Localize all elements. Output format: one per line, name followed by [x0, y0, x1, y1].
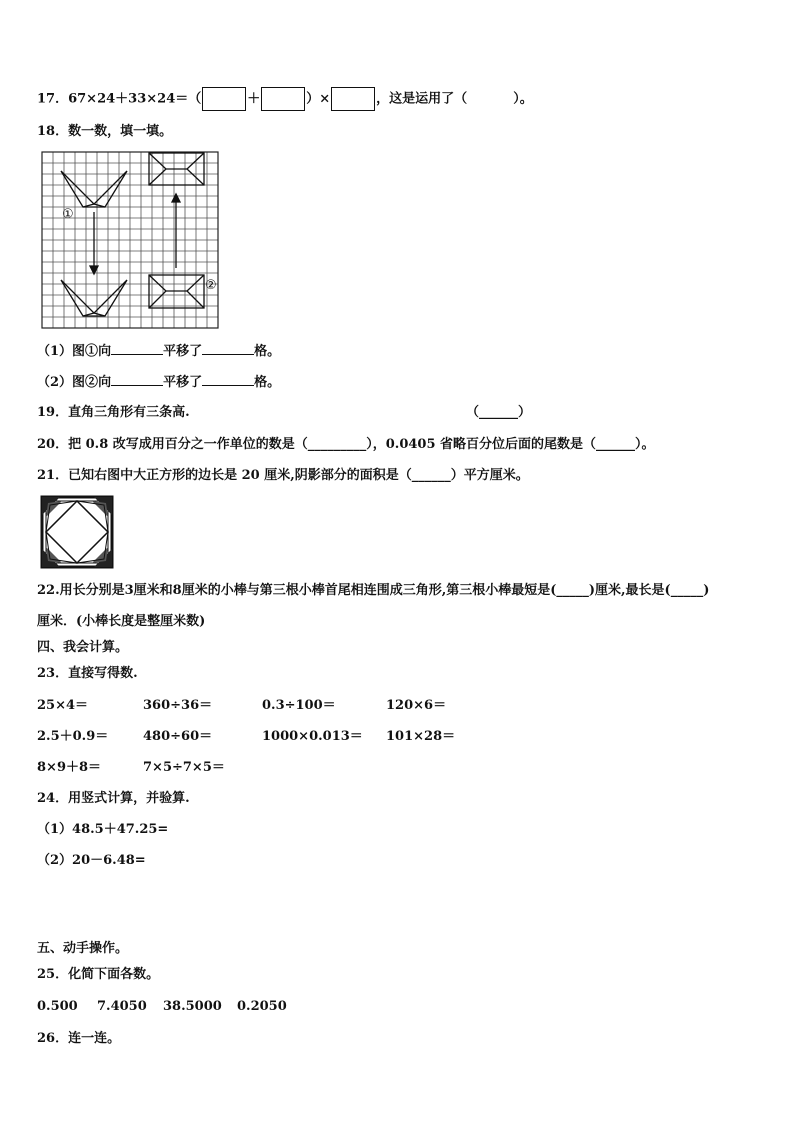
- q18-p2-count-blank[interactable]: [202, 373, 254, 386]
- q18-p1-moved-word: 平移了: [163, 344, 203, 359]
- q18-p2-direction-blank[interactable]: [111, 373, 163, 386]
- square-shaded-figure: [40, 495, 114, 569]
- q17-expression: 67×24＋33×24＝（: [68, 91, 202, 107]
- q24-part-1: （1）48.5＋47.25=: [37, 822, 169, 837]
- q18-p2-moved-word: 平移了: [163, 375, 203, 390]
- figure-1-top: [61, 171, 127, 207]
- q17-answer-box-3[interactable]: [331, 87, 375, 111]
- q18-p1-direction-word: 向: [98, 344, 112, 359]
- q17-answer-box-1[interactable]: [202, 87, 246, 111]
- q25-number-1: 0.500: [37, 999, 78, 1014]
- question-22-line-1: 22.用长分别是3厘米和8厘米的小棒与第三根小棒首尾相连围成三角形,第三根小棒最短是(_____)厘米,最长是(_____): [37, 583, 710, 598]
- question-21: 21．已知右图中大正方形的边长是 20 厘米,阴影部分的面积是（______）平方厘米。: [37, 468, 529, 483]
- question-17: [37, 87, 533, 111]
- question-24-title: 24．用竖式计算，并验算.: [37, 791, 190, 806]
- q23-item-3-1: 8×9＋8＝: [37, 760, 102, 775]
- question-25-title: 25．化简下面各数。: [37, 967, 160, 982]
- q18-p2-direction-word: 向: [98, 375, 112, 390]
- question-19: 19．直角三角形有三条高.: [37, 405, 190, 420]
- question-26-title: 26．连一连。: [37, 1031, 121, 1046]
- q18-part-1: [37, 342, 280, 361]
- q25-number-2: 7.4050: [97, 999, 147, 1014]
- q18-p1-unit: 格。: [254, 344, 281, 359]
- question-18-title: 18．数一数，填一填。: [37, 124, 173, 139]
- q18-p1-direction-blank[interactable]: [111, 342, 163, 355]
- q17-answer-box-2[interactable]: [261, 87, 305, 111]
- q17-number: 17．: [37, 91, 69, 107]
- q18-p2-prefix: （2）图: [37, 375, 86, 390]
- q19-answer-paren[interactable]: （______）: [466, 405, 532, 420]
- q23-item-1-4: 120×6＝: [386, 698, 447, 713]
- q23-item-2-2: 480÷60＝: [143, 729, 213, 744]
- question-20: 20．把 0.8 改写成用百分之一作单位的数是（_________），0.0405 省略百分位后面的尾数是（______）。: [37, 437, 655, 452]
- q17-end: ）。: [513, 91, 533, 107]
- q18-p1-prefix: （1）图: [37, 344, 86, 359]
- q17-tail: ，这是运用了（: [376, 91, 468, 107]
- translation-grid-figure: [40, 150, 222, 332]
- question-23-title: 23．直接写得数.: [37, 666, 138, 681]
- q17-close-times: ）×: [306, 91, 331, 107]
- q18-p1-figure-num: ①: [85, 344, 99, 359]
- section-5-heading: 五、动手操作。: [37, 941, 129, 956]
- figure-1-bottom: [61, 280, 127, 316]
- q25-number-3: 38.5000: [163, 999, 222, 1014]
- q17-plus: ＋: [247, 91, 261, 107]
- q23-item-1-2: 360÷36＝: [143, 698, 213, 713]
- q18-part-2: [37, 373, 280, 392]
- q23-item-1-1: 25×4＝: [37, 698, 89, 713]
- q25-number-4: 0.2050: [237, 999, 287, 1014]
- figure-2-label: ②: [205, 278, 217, 293]
- q23-item-2-4: 101×28＝: [386, 729, 456, 744]
- q18-p2-unit: 格。: [254, 375, 281, 390]
- question-22-line-2: 厘米．(小棒长度是整厘米数): [37, 614, 206, 629]
- q23-item-2-3: 1000×0.013＝: [262, 729, 363, 744]
- q18-p2-figure-num: ②: [85, 375, 99, 390]
- q24-part-2: （2）20－6.48=: [37, 853, 146, 868]
- q23-item-2-1: 2.5＋0.9＝: [37, 729, 109, 744]
- q23-item-3-2: 7×5÷7×5＝: [143, 760, 225, 775]
- figure-1-label: ①: [62, 207, 74, 222]
- arrow-up-icon: [172, 194, 180, 268]
- q18-p1-count-blank[interactable]: [202, 342, 254, 355]
- section-4-heading: 四、我会计算。: [37, 640, 129, 655]
- q23-item-1-3: 0.3÷100＝: [262, 698, 336, 713]
